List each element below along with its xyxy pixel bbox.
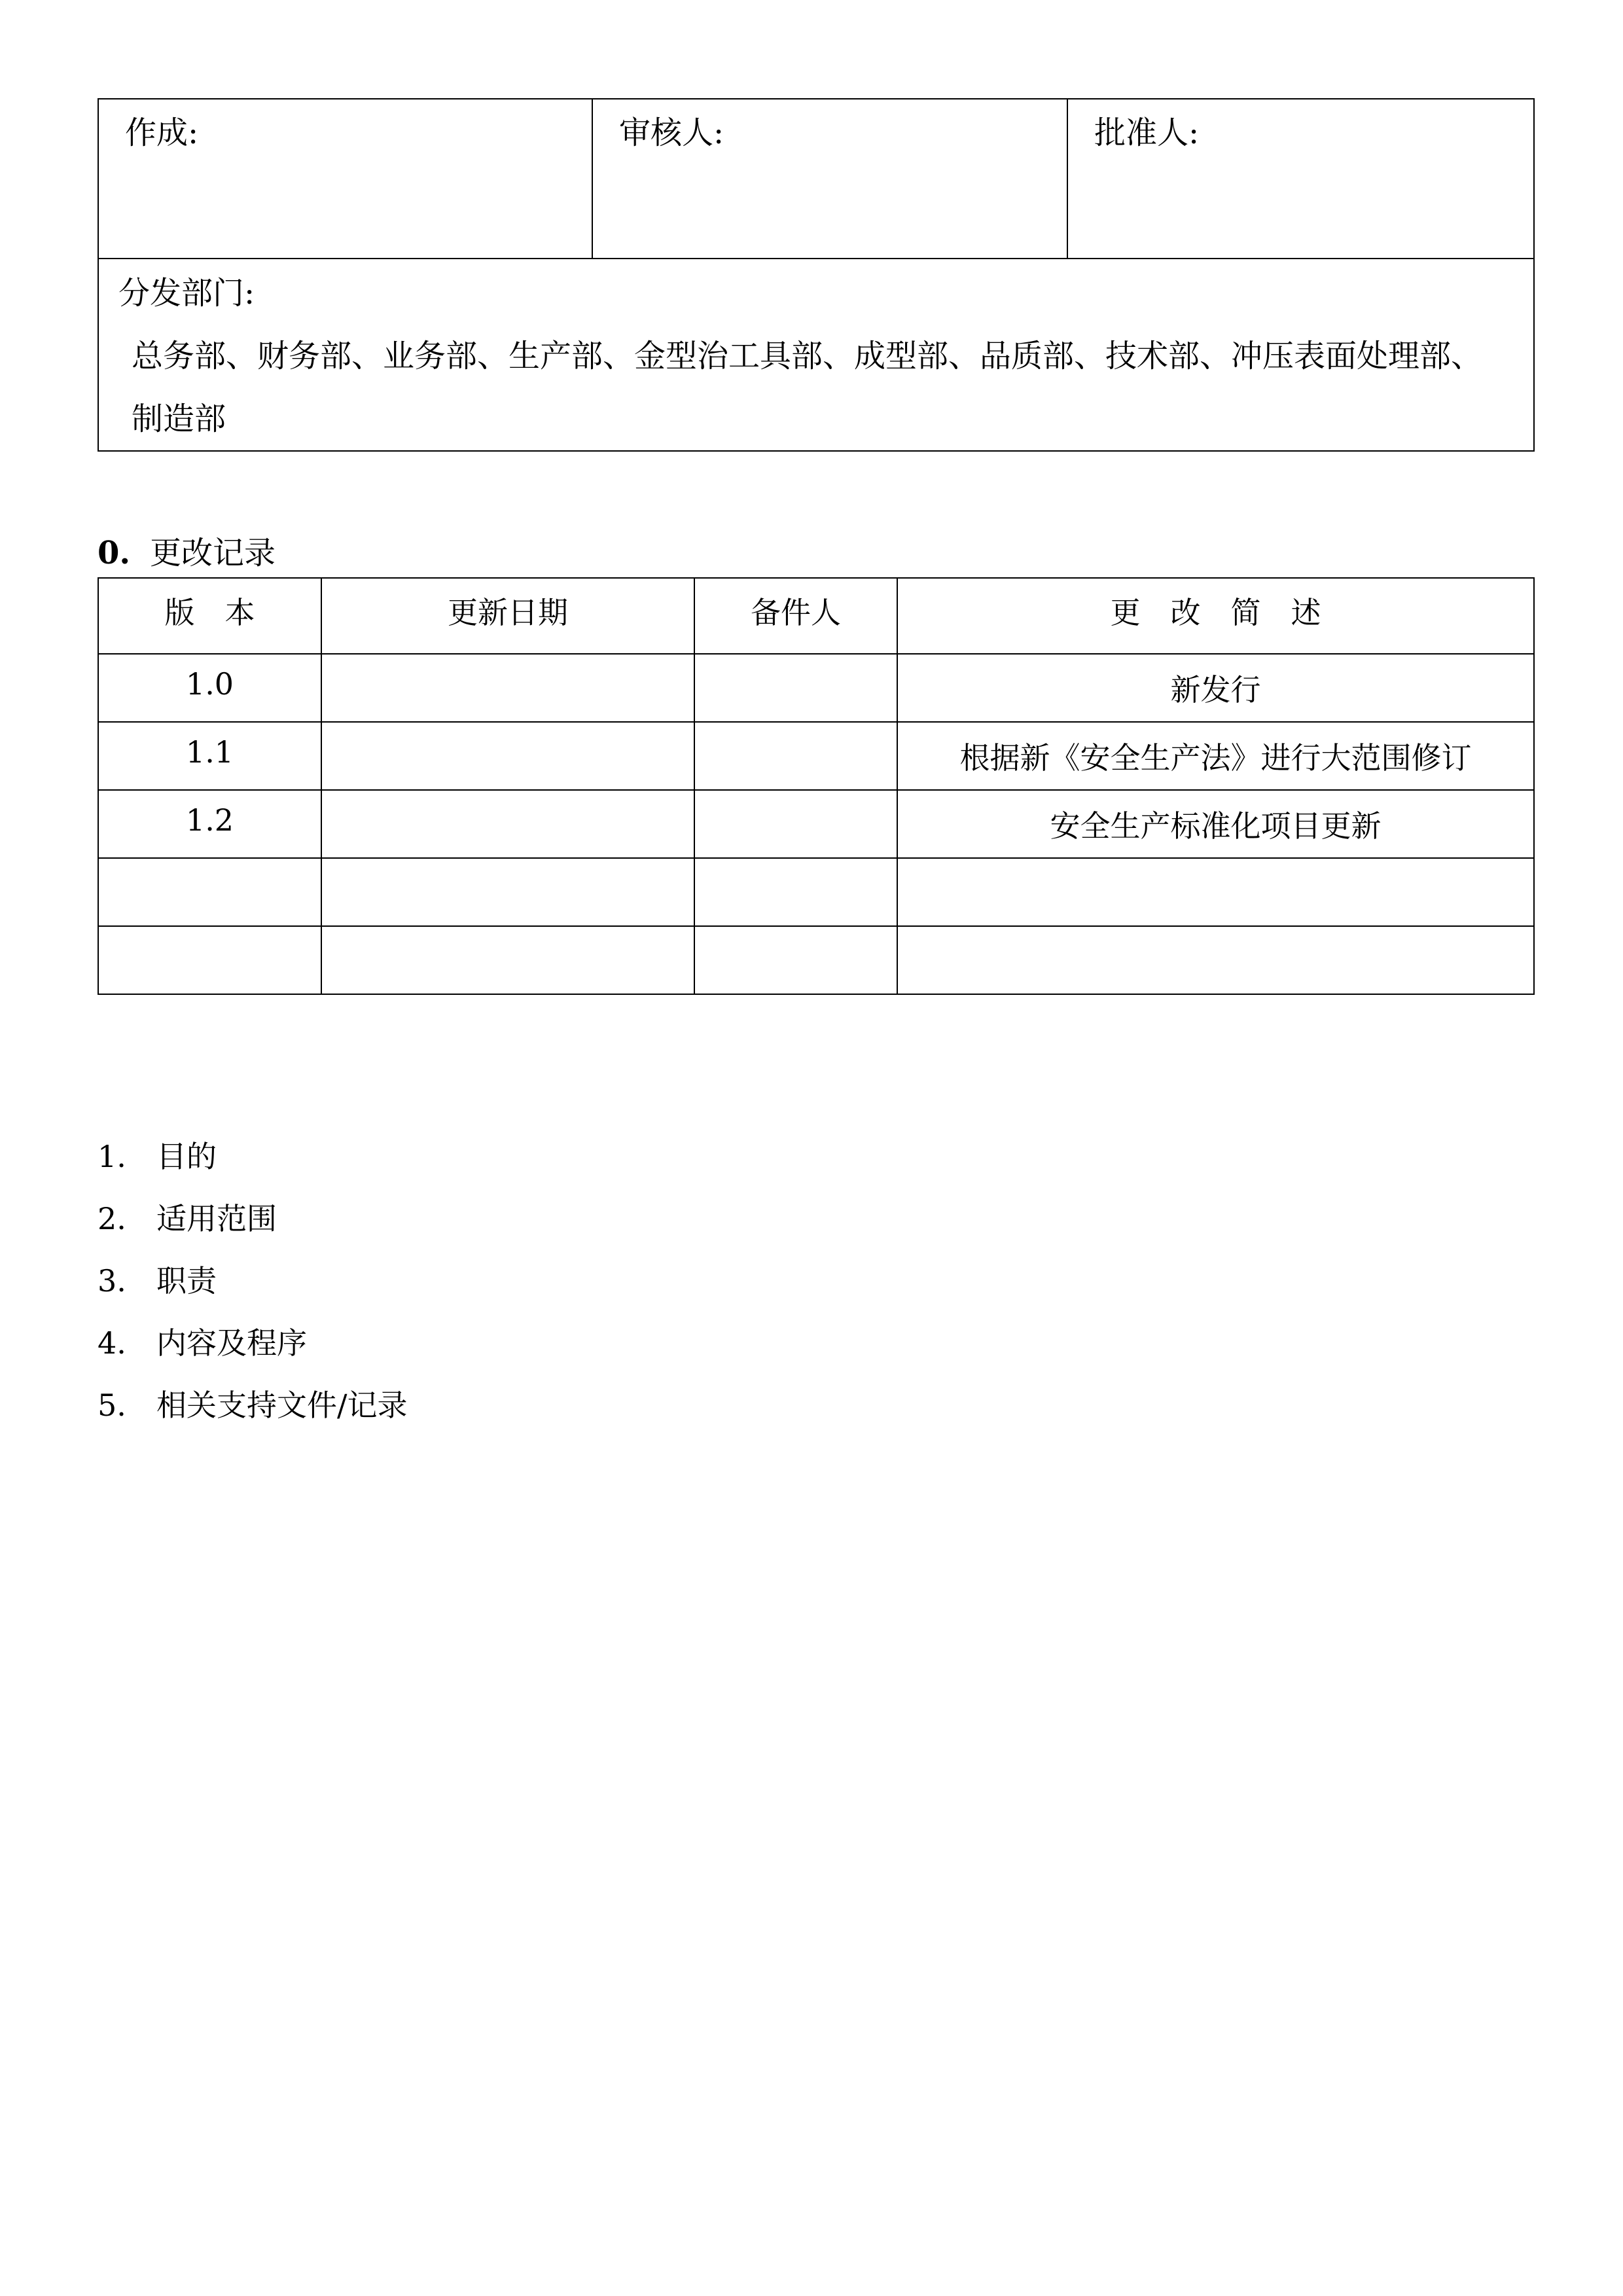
distribution-label: 分发部门: — [118, 275, 255, 312]
toc-item-related-documents — [98, 1386, 1533, 1424]
author-cell: 作成: — [98, 99, 592, 259]
date-cell — [321, 654, 694, 722]
toc-item-label: 职责 — [156, 1263, 217, 1299]
person-cell — [694, 926, 897, 994]
summary-cell: 根据新《安全生产法》进行大范围修订 — [897, 722, 1534, 790]
change-row — [98, 722, 1534, 790]
summary-cell — [897, 926, 1534, 994]
distribution-cell — [98, 259, 1534, 451]
toc-item-number: 2. — [98, 1201, 126, 1236]
toc-item-number: 5. — [98, 1388, 126, 1423]
toc-item-label: 适用范围 — [156, 1201, 277, 1236]
version-cell — [98, 926, 321, 994]
toc-item-number: 1. — [98, 1139, 126, 1174]
header-version: 版 本 — [98, 578, 321, 654]
approver-cell: 批准人: — [1067, 99, 1534, 259]
approval-row — [98, 99, 1534, 259]
person-cell — [694, 790, 897, 858]
toc-item-scope — [98, 1200, 1533, 1238]
version-cell: 1.2 — [98, 790, 321, 858]
toc-item-responsibility — [98, 1262, 1533, 1300]
person-cell — [694, 722, 897, 790]
change-row — [98, 858, 1534, 926]
summary-cell — [897, 858, 1534, 926]
version-cell: 1.1 — [98, 722, 321, 790]
section-heading — [98, 534, 1533, 572]
person-cell — [694, 858, 897, 926]
reviewer-cell: 审核人: — [592, 99, 1067, 259]
change-row — [98, 790, 1534, 858]
summary-cell: 安全生产标准化项目更新 — [897, 790, 1534, 858]
toc-item-label: 相关支持文件/记录 — [156, 1388, 408, 1423]
page-content — [98, 98, 1533, 1448]
change-header-row — [98, 578, 1534, 654]
toc-list — [98, 1138, 1533, 1424]
change-row — [98, 654, 1534, 722]
header-update-date: 更新日期 — [321, 578, 694, 654]
approval-table — [98, 98, 1535, 452]
date-cell — [321, 926, 694, 994]
toc-item-label: 目的 — [156, 1139, 217, 1174]
section-number: 0. — [98, 535, 131, 571]
date-cell — [321, 790, 694, 858]
toc-item-purpose — [98, 1138, 1533, 1175]
change-row — [98, 926, 1534, 994]
summary-cell: 新发行 — [897, 654, 1534, 722]
distribution-row — [98, 259, 1534, 451]
section-title: 更改记录 — [150, 535, 276, 571]
change-record-table — [98, 577, 1535, 995]
header-summary: 更 改 简 述 — [897, 578, 1534, 654]
version-cell — [98, 858, 321, 926]
date-cell — [321, 722, 694, 790]
version-cell: 1.0 — [98, 654, 321, 722]
toc-item-content-procedure — [98, 1324, 1533, 1362]
toc-item-label: 内容及程序 — [156, 1325, 307, 1361]
distribution-line-1: 总务部、财务部、业务部、生产部、金型治工具部、成型部、品质部、技术部、冲压表面处理部、 — [132, 338, 1483, 374]
toc-item-number: 3. — [98, 1263, 126, 1299]
header-person: 备件人 — [694, 578, 897, 654]
person-cell — [694, 654, 897, 722]
toc-item-number: 4. — [98, 1325, 126, 1361]
distribution-line-2: 制造部 — [132, 401, 226, 437]
date-cell — [321, 858, 694, 926]
